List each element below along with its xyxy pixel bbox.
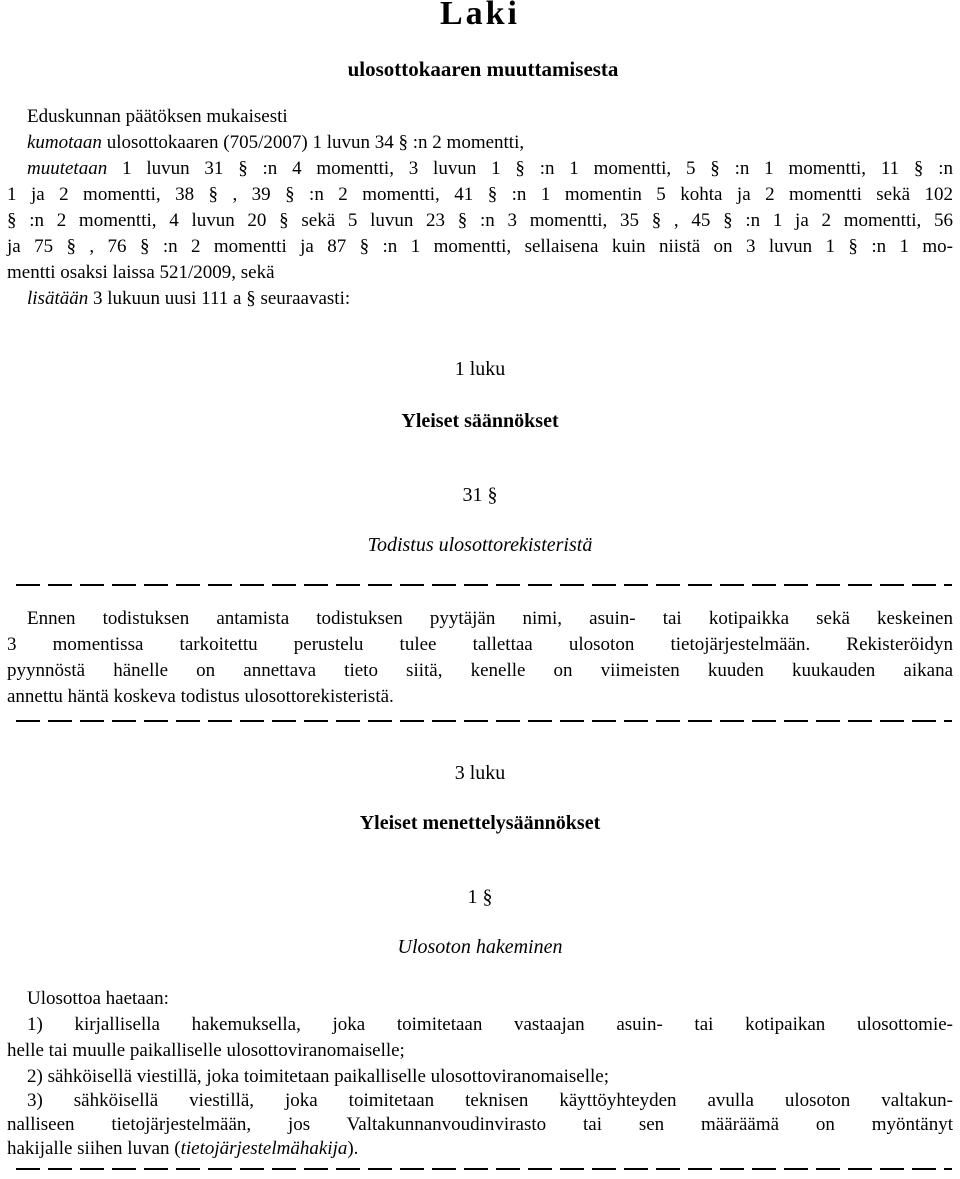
section1-item3-line2: nalliseen tietojärjestelmään, jos Valtakunnanvoudinvirasto tai sen määräämä on myöntänyt xyxy=(7,1114,953,1135)
amend-verb: muutetaan xyxy=(27,158,108,179)
chapter1-title: Yleiset säännökset xyxy=(401,410,559,432)
section1-number: 1 § xyxy=(467,886,493,908)
term-tietojarjestelmahakija: tietojärjestelmähakija xyxy=(180,1138,348,1159)
section31-line-2: 3 momentissa tarkoitettu perustelu tulee tallettaa ulosoton tietojärjestelmään. Rekisteröidyn xyxy=(7,634,953,655)
preamble-amend-1 xyxy=(27,156,953,182)
repeal-text: ulosottokaaren (705/2007) 1 luvun 34 § :n 2 momentti, xyxy=(101,132,525,153)
add-text: 3 lukuun uusi 111 a § seuraavasti: xyxy=(88,288,351,309)
preamble-amend-4: ja 75 § , 76 § :n 2 momentti ja 87 § :n 1 momentti, sellaisena kuin niistä on 3 luvun 1 § :n 1 mo- xyxy=(7,236,953,257)
omission-divider-bottom xyxy=(16,1168,952,1170)
section31-line-3: pyynnöstä hänelle on annettava tieto siitä, kenelle on viimeisten kuuden kuukauden aikana xyxy=(7,660,953,681)
section31-line-1: Ennen todistuksen antamista todistuksen pyytäjän nimi, asuin- tai kotipaikka sekä keskeinen xyxy=(27,608,953,629)
section1-item1-line1: 1) kirjallisella hakemuksella, joka toimitetaan vastaajan asuin- tai kotipaikan ulosottomie- xyxy=(27,1014,953,1035)
repeal-verb: kumotaan xyxy=(27,132,102,153)
law-title: Laki xyxy=(439,0,521,32)
section1-item1-line2: helle tai muulle paikalliselle ulosottoviranomaiselle; xyxy=(7,1040,405,1061)
preamble-amend-3: § :n 2 momentti, 4 luvun 20 § sekä 5 luvun 23 § :n 3 momentti, 35 § , 45 § :n 1 ja 2 momentti, 56 xyxy=(7,210,953,231)
section1-item3-line1: 3) sähköisellä viestillä, joka toimitetaan teknisen käyttöyhteyden avulla ulosoton valtakun- xyxy=(27,1090,953,1111)
chapter1-number: 1 luku xyxy=(454,358,506,380)
section31-title: Todistus ulosottorekisteristä xyxy=(367,534,593,556)
section1-item2: 2) sähköisellä viestillä, joka toimitetaan paikalliselle ulosottoviranomaiselle; xyxy=(27,1066,609,1087)
section1-title: Ulosoton hakeminen xyxy=(397,936,563,958)
preamble-repeal xyxy=(27,130,953,156)
preamble-amend-2: 1 ja 2 momentti, 38 § , 39 § :n 2 momentti, 41 § :n 1 momentin 5 kohta ja 2 momentti sekä 102 xyxy=(7,184,953,205)
preamble-add xyxy=(27,286,953,312)
section1-intro: Ulosottoa haetaan: xyxy=(27,988,169,1009)
chapter3-number: 3 luku xyxy=(454,762,506,784)
section31-line-4: annettu häntä koskeva todistus ulosottorekisteristä. xyxy=(7,686,394,707)
preamble-amend-5: mentti osaksi laissa 521/2009, sekä xyxy=(7,262,275,283)
chapter3-title: Yleiset menettelysäännökset xyxy=(359,812,601,834)
last-line-end: ). xyxy=(347,1138,359,1159)
section31-number: 31 § xyxy=(462,484,498,506)
amend-text-1: 1 luvun 31 § :n 4 momentti, 3 luvun 1 § :n 1 momentti, 5 § :n 1 momentti, 11 § :n xyxy=(107,158,953,179)
last-line-start: hakijalle siihen luvan ( xyxy=(7,1138,181,1159)
omission-divider-top xyxy=(16,584,952,586)
add-verb: lisätään xyxy=(27,288,89,309)
section1-item3-line3 xyxy=(7,1136,953,1162)
omission-divider-middle xyxy=(16,720,952,722)
law-subtitle: ulosottokaaren muuttamisesta xyxy=(347,57,619,81)
preamble-intro: Eduskunnan päätöksen mukaisesti xyxy=(27,106,288,127)
